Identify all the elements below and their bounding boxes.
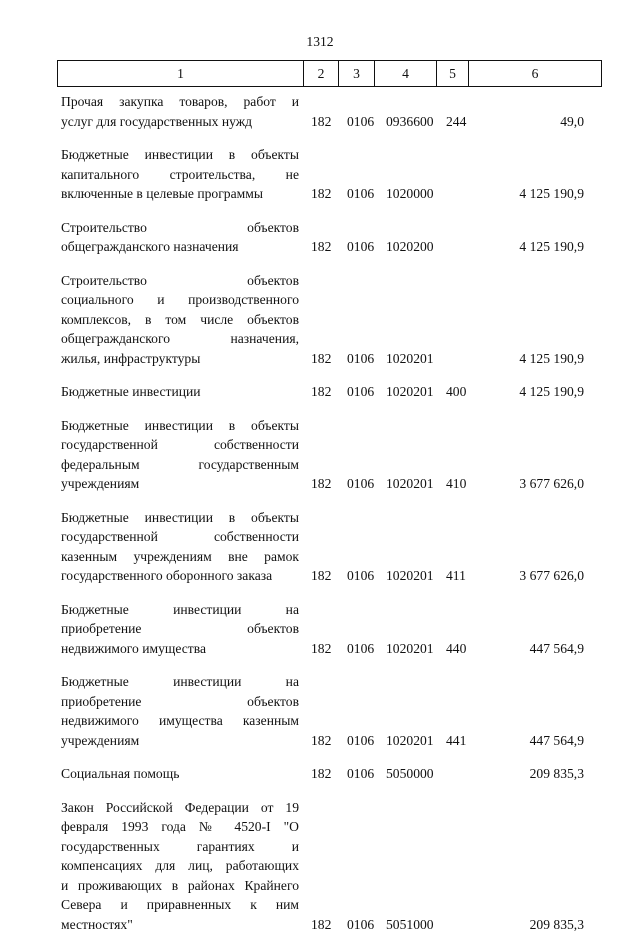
amount: 4 125 190,9	[519, 239, 584, 254]
description-line: общегражданского назначения	[61, 239, 239, 254]
column-number-header	[57, 60, 602, 87]
row-description	[61, 218, 299, 257]
header-col-5: 5	[437, 61, 469, 86]
row-description	[61, 764, 299, 784]
expense-type-code: 441	[446, 732, 467, 748]
admin-code: 182	[311, 568, 332, 583]
table-row	[0, 218, 640, 257]
description-line: Прочая закупка товаров, работ и	[61, 94, 299, 109]
description-line: приобретение объектов	[61, 621, 299, 636]
admin-code: 182	[311, 186, 332, 201]
section-code: 0106	[347, 916, 375, 932]
table-row	[0, 145, 640, 204]
budget-table-body	[0, 92, 640, 948]
header-col-4: 4	[375, 61, 437, 86]
table-row	[0, 382, 640, 402]
description-line: местностях"	[61, 916, 133, 932]
admin-code: 182	[311, 640, 332, 656]
target-article-code: 5051000	[386, 916, 434, 932]
section-code: 0106	[347, 640, 375, 656]
target-article-code: 0936600	[386, 113, 434, 129]
section-code: 0106	[347, 350, 375, 366]
description-line: приобретение объектов	[61, 693, 299, 709]
description-line: февраля 1993 года № 4520-I "О	[61, 819, 299, 834]
admin-code: 182	[311, 732, 332, 748]
description-line: и проживающих в районах Крайнего	[61, 877, 299, 893]
expense-type-code: 440	[446, 640, 467, 656]
table-row	[0, 416, 640, 494]
description-line: учреждениям	[61, 476, 140, 491]
description-line: Строительство объектов	[61, 219, 299, 235]
description-line: государственных гарантиях и	[61, 838, 299, 854]
table-row	[0, 764, 640, 784]
description-line: Бюджетные инвестиции	[61, 384, 201, 399]
description-line: недвижимого имущества казенным	[61, 713, 299, 728]
description-line: компенсациях для лиц, работающих	[61, 858, 299, 873]
description-line: комплексов, в том числе объектов	[61, 311, 299, 327]
row-description	[61, 798, 299, 935]
row-description	[61, 145, 299, 204]
description-line: учреждениям	[61, 732, 140, 748]
description-line: федеральным государственным	[61, 456, 299, 472]
expense-type-code: 410	[446, 476, 467, 491]
amount: 49,0	[560, 113, 584, 129]
description-line: услуг для государственных нужд	[61, 113, 253, 129]
amount: 4 125 190,9	[519, 186, 584, 201]
table-row	[0, 672, 640, 750]
target-article-code: 5050000	[386, 766, 434, 781]
section-code: 0106	[347, 239, 375, 254]
expense-type-code: 411	[446, 568, 466, 583]
admin-code: 182	[311, 113, 332, 129]
description-line: Строительство объектов	[61, 272, 299, 288]
table-row	[0, 798, 640, 935]
row-description	[61, 672, 299, 750]
amount: 209 835,3	[529, 916, 584, 932]
table-row	[0, 92, 640, 131]
amount: 4 125 190,9	[519, 384, 584, 399]
row-description	[61, 416, 299, 494]
description-line: государственной собственности	[61, 529, 299, 544]
admin-code: 182	[311, 384, 332, 399]
target-article-code: 1020201	[386, 384, 434, 399]
description-line: Бюджетные инвестиции в объекты	[61, 509, 299, 525]
amount: 447 564,9	[529, 732, 584, 748]
page-number: 1312	[306, 34, 334, 49]
section-code: 0106	[347, 186, 375, 201]
table-row	[0, 508, 640, 586]
description-line: Закон Российской Федерации от 19	[61, 799, 299, 815]
description-line: Бюджетные инвестиции в объекты	[61, 147, 299, 162]
description-line: Бюджетные инвестиции в объекты	[61, 417, 299, 433]
description-line: казенным учреждениям вне рамок	[61, 548, 299, 564]
target-article-code: 1020200	[386, 239, 434, 254]
row-description	[61, 508, 299, 586]
target-article-code: 1020201	[386, 476, 434, 491]
table-row	[0, 271, 640, 369]
description-line: включенные в целевые программы	[61, 186, 263, 201]
amount: 3 677 626,0	[519, 568, 584, 583]
row-description	[61, 92, 299, 131]
description-line: капитального строительства, не	[61, 166, 299, 182]
amount: 447 564,9	[529, 640, 584, 656]
description-line: Бюджетные инвестиции на	[61, 674, 299, 689]
section-code: 0106	[347, 766, 375, 781]
target-article-code: 1020000	[386, 186, 434, 201]
header-col-6: 6	[531, 65, 539, 81]
header-col-1: 1	[58, 61, 304, 86]
description-line: государственного оборонного заказа	[61, 568, 273, 583]
section-code: 0106	[347, 384, 375, 399]
admin-code: 182	[311, 916, 332, 932]
target-article-code: 1020201	[386, 568, 434, 583]
description-line: общегражданского назначения,	[61, 331, 299, 346]
target-article-code: 1020201	[386, 732, 434, 748]
section-code: 0106	[347, 476, 375, 491]
section-code: 0106	[347, 732, 375, 748]
header-col-2: 2	[304, 61, 339, 86]
amount: 209 835,3	[529, 766, 584, 781]
admin-code: 182	[311, 766, 332, 781]
description-line: Бюджетные инвестиции на	[61, 601, 299, 617]
row-description	[61, 600, 299, 659]
description-line: Севера и приравненных к ним	[61, 897, 299, 912]
expense-type-code: 400	[446, 384, 467, 399]
expense-type-code: 244	[446, 113, 467, 129]
admin-code: 182	[311, 239, 332, 254]
section-code: 0106	[347, 568, 375, 583]
admin-code: 182	[311, 476, 332, 491]
target-article-code: 1020201	[386, 350, 434, 366]
description-line: недвижимого имущества	[61, 640, 206, 656]
row-description	[61, 271, 299, 369]
target-article-code: 1020201	[386, 640, 434, 656]
description-line: социального и производственного	[61, 292, 299, 307]
table-row	[0, 600, 640, 659]
description-line: жилья, инфраструктуры	[61, 350, 201, 366]
section-code: 0106	[347, 113, 375, 129]
amount: 4 125 190,9	[519, 350, 584, 366]
description-line: государственной собственности	[61, 437, 299, 452]
admin-code: 182	[311, 350, 332, 366]
description-line: Социальная помощь	[61, 766, 180, 781]
header-col-3: 3	[339, 61, 375, 86]
row-description	[61, 382, 299, 402]
amount: 3 677 626,0	[519, 476, 584, 491]
